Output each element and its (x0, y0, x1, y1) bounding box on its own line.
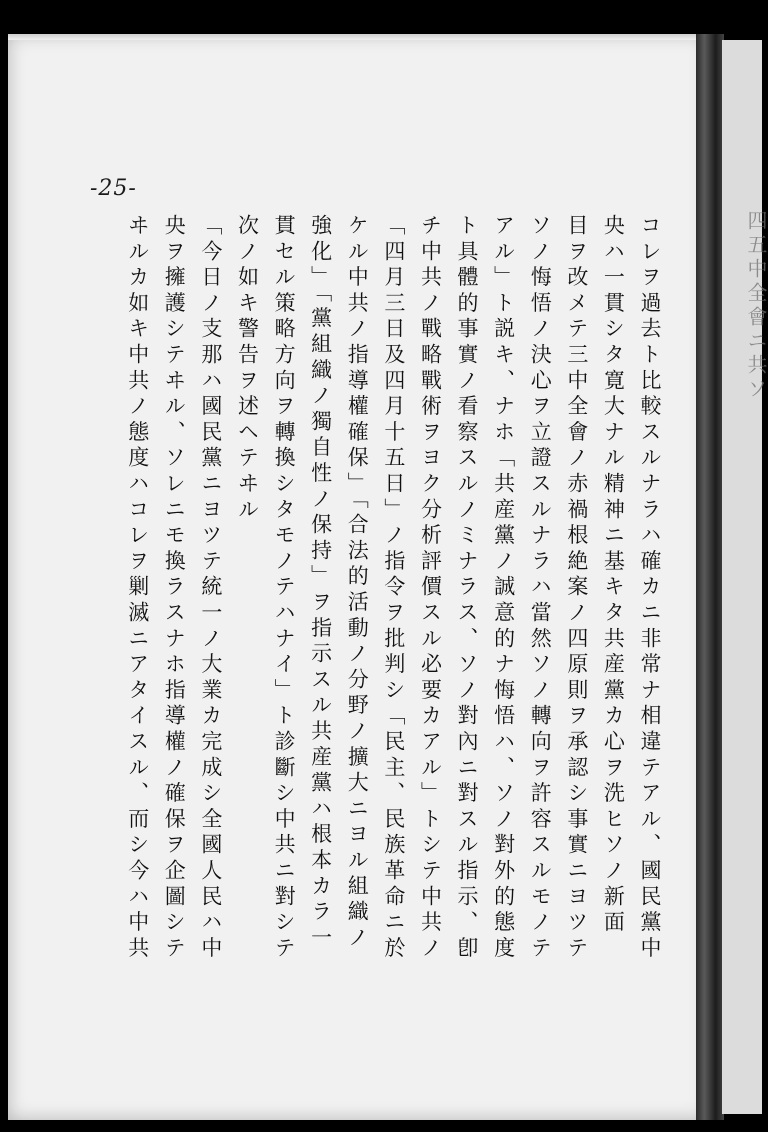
text-column: アル」ト説キ、ナホ「共産黨ノ誠意的ナ悔悟ハ、ソノ對外的態度 (491, 214, 516, 963)
text-column: コレヲ過去ト比較スルナラハ確カニ非常ナ相違テアル、國民黨中 (638, 214, 662, 963)
text-column: 央ハ一貫シタ寛大ナル精神ニ基キタ共産黨カ心ヲ洗ヒソノ新面 (601, 214, 626, 937)
text-column: ケル中共ノ指導權確保」「合法的活動ノ分野ノ擴大ニヨル組織ノ (345, 214, 370, 952)
adjacent-page-text: 四五中全會ニ共ソ (744, 210, 768, 402)
text-column: ソノ悔悟ノ決心ヲ立證スルナラハ當然ソノ轉向ヲ許容スルモノテ (528, 214, 553, 963)
text-column: 強化」「黨組織ノ獨自性ノ保持」ヲ指示スル共産黨ハ根本カラ一 (308, 214, 333, 952)
body-text (108, 214, 668, 1074)
book-binding (696, 34, 724, 1120)
page-number: -25- (90, 176, 137, 201)
text-column: チ中共ノ戰略戰術ヲヨク分析評價スル必要カアル」トシテ中共ノ (418, 214, 443, 963)
text-column: ト具體的事實ノ看察スルノミナラス、ソノ對內ニ對スル指示、卽 (455, 214, 480, 963)
page-top-edge (8, 34, 708, 40)
text-column: 央ヲ擁護シテヰル、ソレニモ換ラスナホ指導權ノ確保ヲ企圖シテ (162, 214, 187, 963)
text-column: ヰルカ如キ中共ノ態度ハコレヲ剿滅ニアタイスル、而シ今ハ中共 (125, 214, 150, 963)
text-column: 目ヲ改メテ三中全會ノ赤禍根絶案ノ四原則ヲ承認シ事實ニヨツテ (564, 214, 589, 963)
text-column: 貫セル策略方向ヲ轉換シタモノテハナイ」ト診斷シ中共ニ對シテ (272, 214, 297, 963)
text-column: 「四月三日及四月十五日」ノ指令ヲ批判シ「民主、民族革命ニ於 (381, 214, 406, 963)
text-column: 次ノ如キ警告ヲ述ヘテヰル (235, 214, 260, 524)
text-column: 「今日ノ支那ハ國民黨ニヨツテ統一ノ大業カ完成シ全國人民ハ中 (198, 214, 223, 963)
adjacent-page (722, 40, 762, 1114)
